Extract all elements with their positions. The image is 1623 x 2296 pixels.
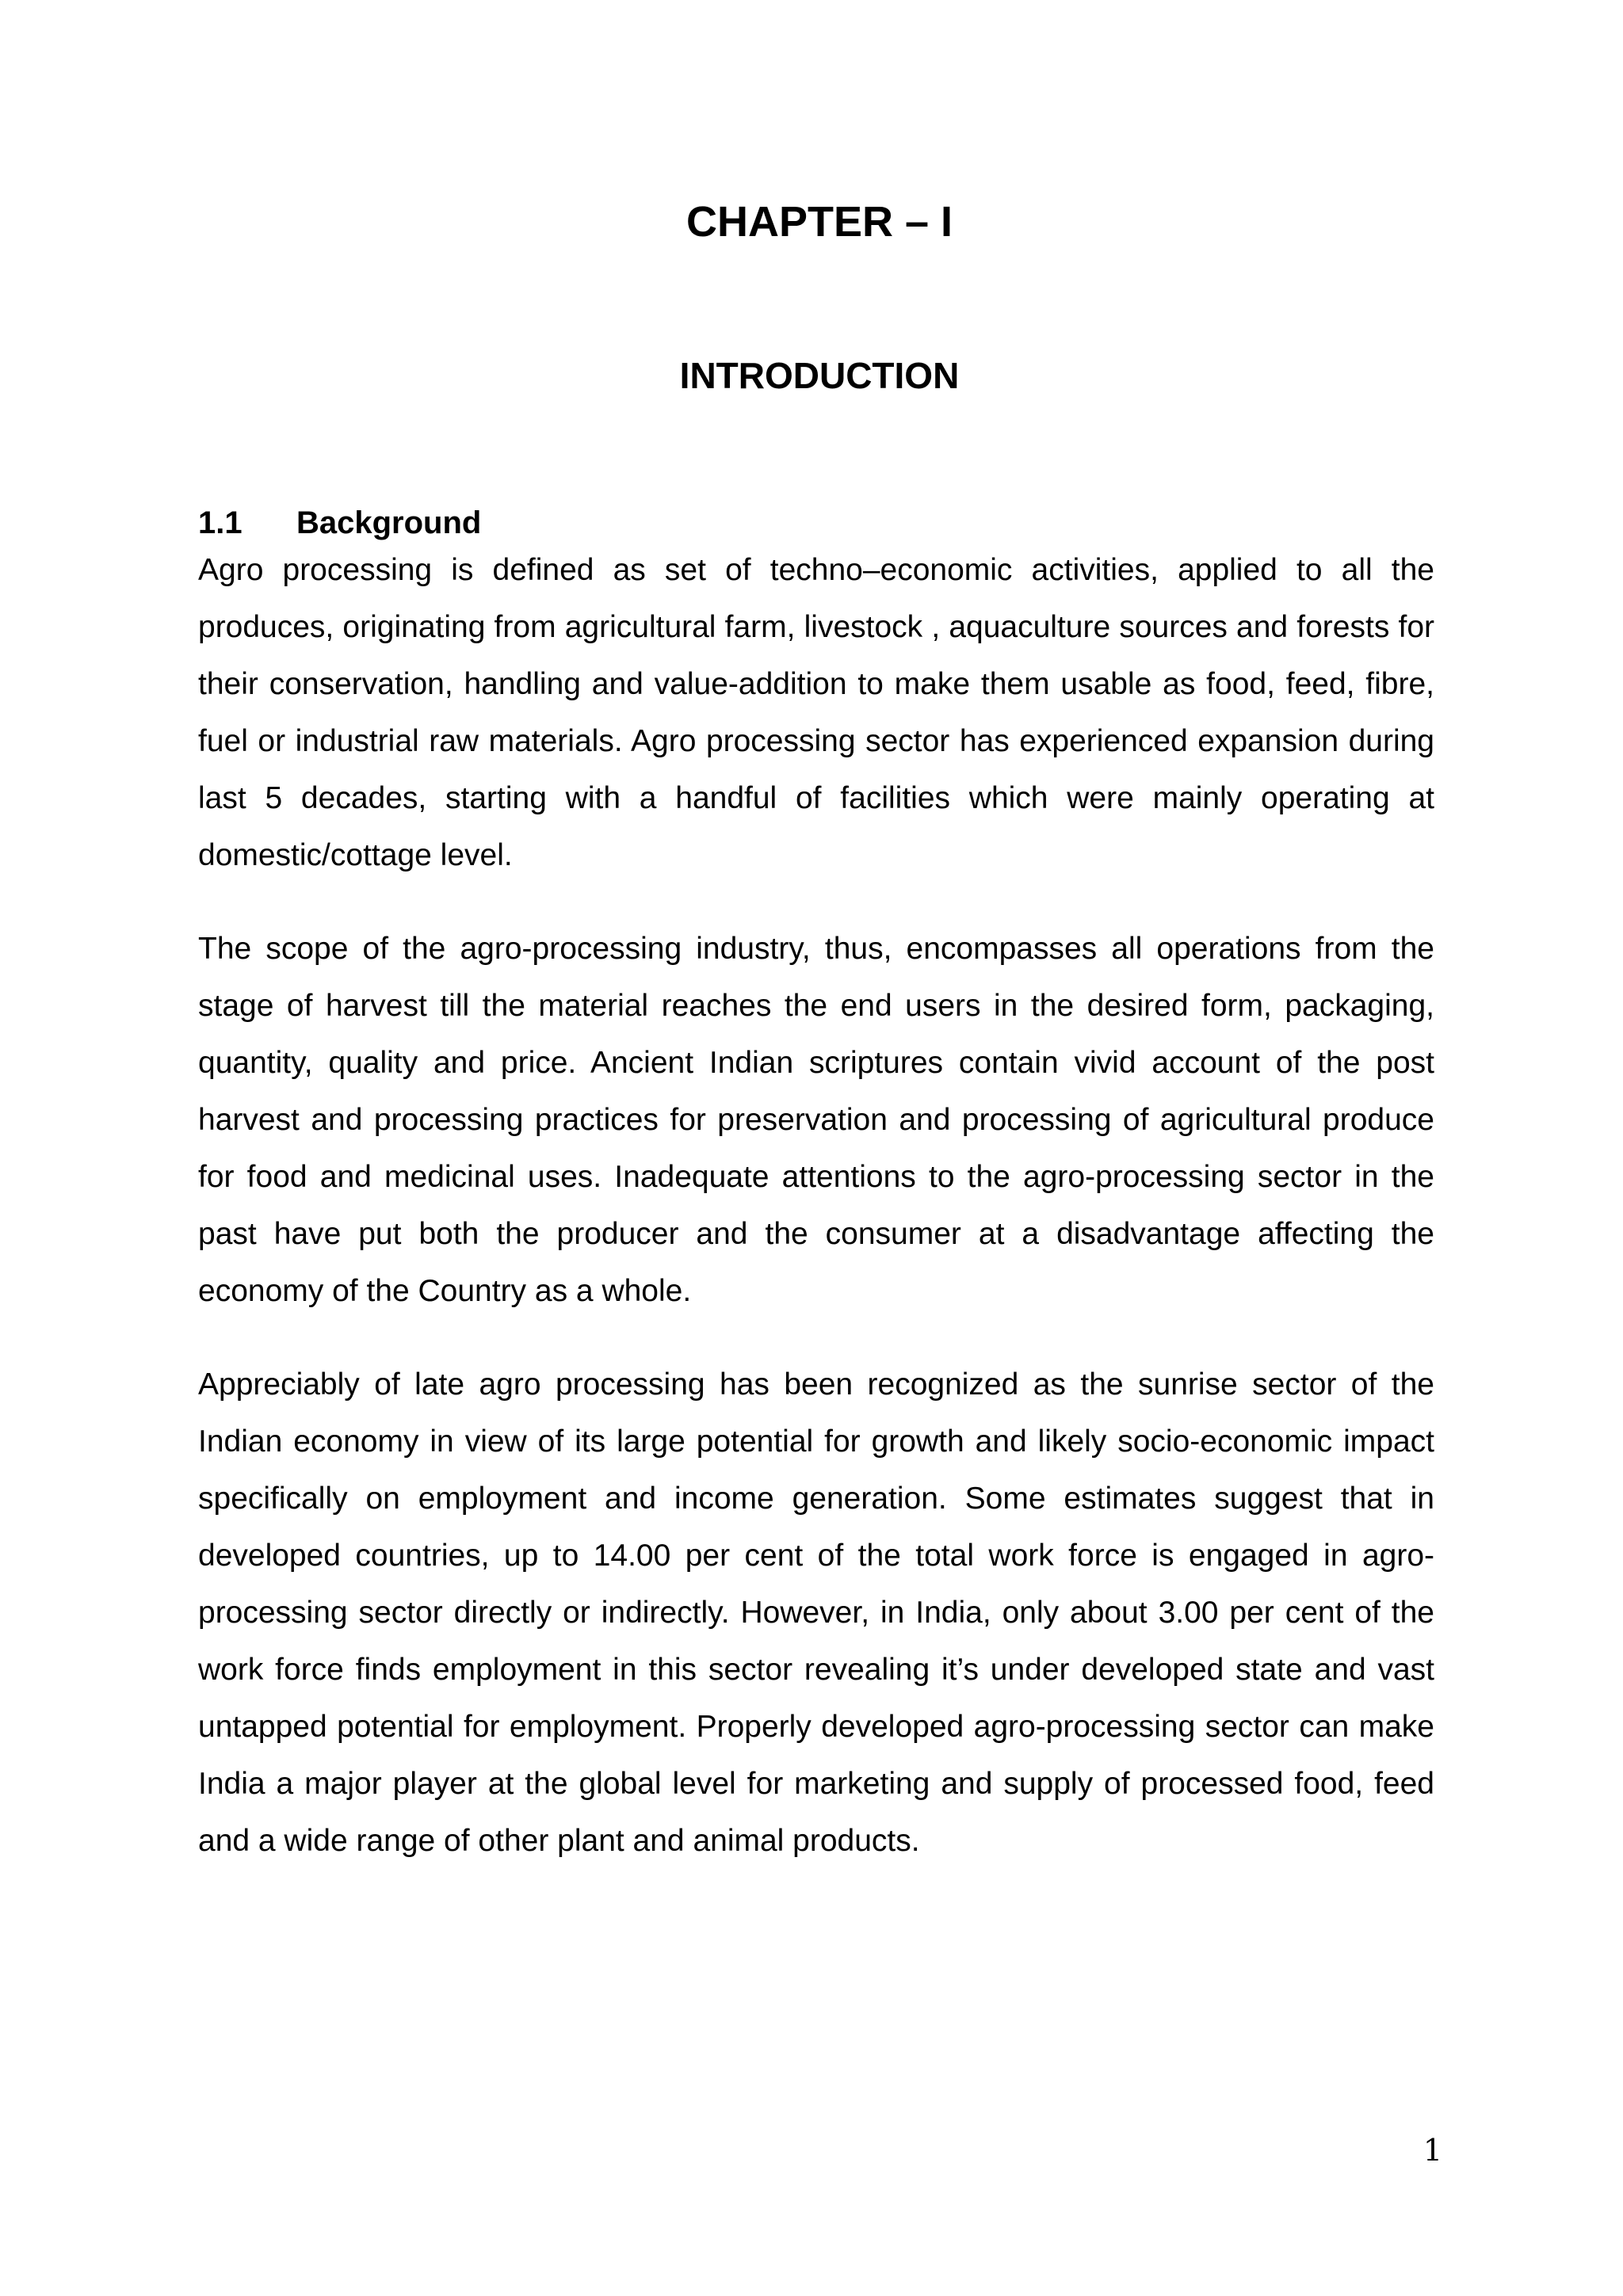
section-title: Background (296, 505, 482, 540)
section-heading (198, 504, 1434, 542)
paragraph: Agro processing is defined as set of techno–economic activities, applied to all the produces, originating from agricultural farm, livestock , aquaculture sources and forests for their conservation, handling and value-addition to make them usable as food, feed, fibre, fuel or industrial raw materials. Agro processing sector has experienced expansion during last 5 decades, starting with a handful of facilities which were mainly operating at domestic/cottage level. (198, 553, 1434, 872)
chapter-heading: INTRODUCTION (679, 355, 960, 396)
section-number: 1.1 (198, 505, 242, 540)
chapter-title: CHAPTER – I (685, 198, 953, 246)
paragraph: Appreciably of late agro processing has been recognized as the sunrise sector of the Indian economy in view of its large potential for growth and likely socio-economic impact specifically on employment and income generation. Some estimates suggest that in developed countries, up to 14.00 per cent of the total work force is engaged in agro-processing sector directly or indirectly. However, in India, only about 3.00 per cent of the work force finds employment in this sector revealing it’s under developed state and vast untapped potential for employment. Properly developed agro-processing sector can make India a major player at the global level for marketing and supply of processed food, feed and a wide range of other plant and animal products. (198, 1367, 1434, 1858)
paragraph: The scope of the agro-processing industry, thus, encompasses all operations from the stage of harvest till the material reaches the end users in the desired form, packaging, quantity, quality and price. Ancient Indian scriptures contain vivid account of the post harvest and processing practices for preservation and processing of agricultural produce for food and medicinal uses. Inadequate attentions to the agro-processing sector in the past have put both the producer and the consumer at a disadvantage affecting the economy of the Country as a whole. (198, 932, 1434, 1308)
body-content (198, 504, 1434, 1870)
page-number: 1 (1423, 2133, 1442, 2168)
